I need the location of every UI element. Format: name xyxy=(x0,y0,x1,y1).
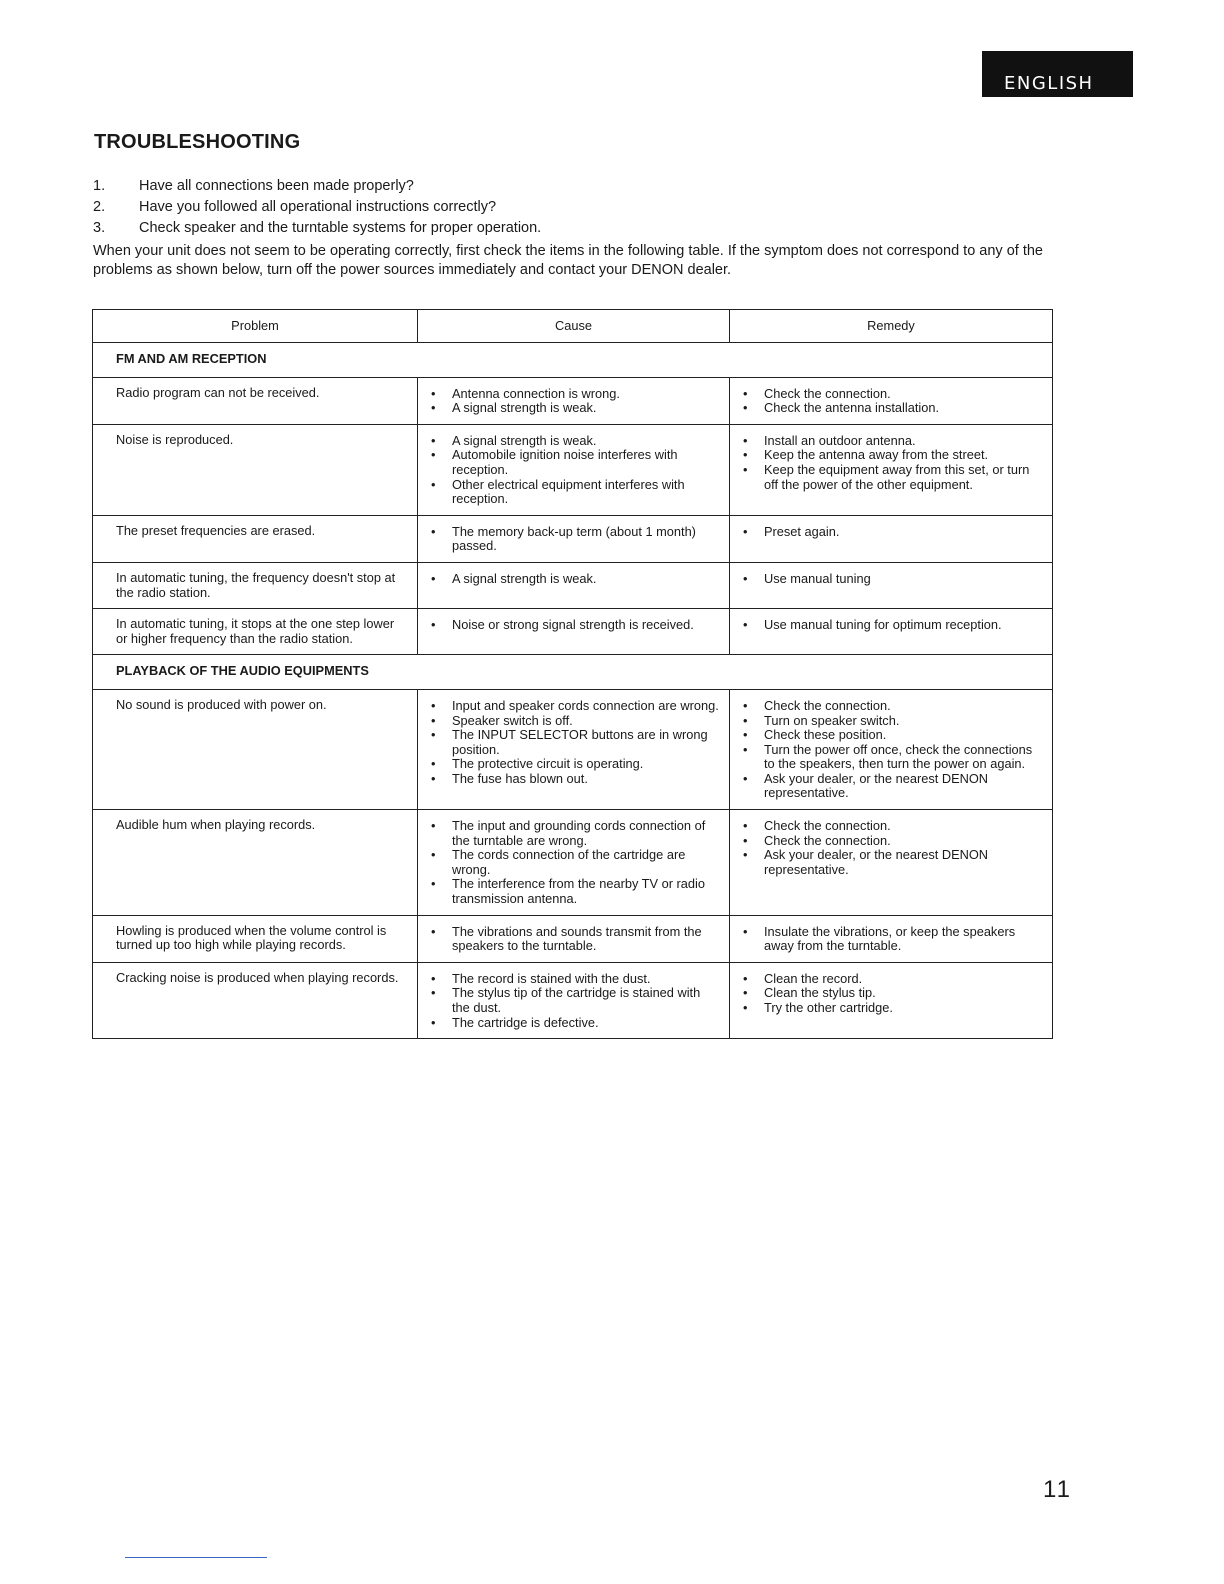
remedy-item: • Ask your dealer, or the nearest DENON representative. xyxy=(742,772,1042,801)
remedy-list xyxy=(742,972,1042,1016)
remedy-item: • Check the connection. xyxy=(742,699,1042,714)
remedy-list xyxy=(742,699,1042,801)
remedy-cell xyxy=(730,962,1053,1038)
problem-cell: In automatic tuning, the frequency doesn't stop at the radio station. xyxy=(93,562,418,608)
cause-item: • The record is stained with the dust. xyxy=(430,972,719,987)
remedy-item: • Try the other cartridge. xyxy=(742,1001,1042,1016)
remedy-list xyxy=(742,819,1042,877)
remedy-item: • Use manual tuning for optimum reception. xyxy=(742,618,1042,633)
remedy-list xyxy=(742,572,1042,587)
table-row xyxy=(93,810,1053,916)
problem-cell: Radio program can not be received. xyxy=(93,377,418,424)
cause-cell xyxy=(418,562,730,608)
cause-cell xyxy=(418,377,730,424)
remedy-cell xyxy=(730,915,1053,962)
cause-item: • Other electrical equipment interferes with reception. xyxy=(430,478,719,507)
remedy-item: • Keep the equipment away from this set, or turn off the power of the other equipment. xyxy=(742,463,1042,492)
cause-item: • The input and grounding cords connection of the turntable are wrong. xyxy=(430,819,719,848)
problem-cell: Howling is produced when the volume control is turned up too high while playing records. xyxy=(93,915,418,962)
cause-item: • The interference from the nearby TV or radio transmission antenna. xyxy=(430,877,719,906)
section-row xyxy=(93,343,1053,378)
cause-cell xyxy=(418,424,730,515)
remedy-cell xyxy=(730,515,1053,562)
cause-cell xyxy=(418,515,730,562)
cause-list xyxy=(430,972,719,1030)
remedy-item: • Check the connection. xyxy=(742,387,1042,402)
remedy-cell xyxy=(730,424,1053,515)
section-row xyxy=(93,655,1053,690)
cause-list xyxy=(430,434,719,507)
problem-cell: Noise is reproduced. xyxy=(93,424,418,515)
cause-list xyxy=(430,387,719,416)
remedy-list xyxy=(742,525,1042,540)
checklist-number: 1. xyxy=(93,178,106,194)
page-number: 11 xyxy=(1043,1476,1072,1503)
checklist-text: Have all connections been made properly? xyxy=(139,178,414,194)
remedy-item: • Check the antenna installation. xyxy=(742,401,1042,416)
problem-cell: Cracking noise is produced when playing records. xyxy=(93,962,418,1038)
cause-cell xyxy=(418,962,730,1038)
remedy-cell xyxy=(730,609,1053,655)
cause-list xyxy=(430,525,719,554)
remedy-cell xyxy=(730,810,1053,916)
table-row xyxy=(93,424,1053,515)
intro-paragraph: When your unit does not seem to be operating correctly, first check the items in the following table. If the symptom does not correspond to any of the problems as shown below, turn off the power sources immediately and contact your DENON dealer. xyxy=(93,243,1043,278)
problem-cell: No sound is produced with power on. xyxy=(93,689,418,809)
cause-item: • The INPUT SELECTOR buttons are in wrong position. xyxy=(430,728,719,757)
remedy-list xyxy=(742,925,1042,954)
remedy-item: • Ask your dealer, or the nearest DENON representative. xyxy=(742,848,1042,877)
cause-cell xyxy=(418,810,730,916)
table-row xyxy=(93,689,1053,809)
remedy-cell xyxy=(730,377,1053,424)
cause-item: • A signal strength is weak. xyxy=(430,572,719,587)
cause-item: • Noise or strong signal strength is received. xyxy=(430,618,719,633)
table-header-row xyxy=(93,310,1053,343)
section-title: PLAYBACK OF THE AUDIO EQUIPMENTS xyxy=(93,655,1053,690)
cause-list xyxy=(430,925,719,954)
cause-item: • The vibrations and sounds transmit from the speakers to the turntable. xyxy=(430,925,719,954)
cause-item: • The stylus tip of the cartridge is stained with the dust. xyxy=(430,986,719,1015)
header-remedy: Remedy xyxy=(730,310,1053,343)
remedy-item: • Use manual tuning xyxy=(742,572,1042,587)
checklist xyxy=(93,176,541,239)
checklist-number: 3. xyxy=(93,220,106,236)
table-row xyxy=(93,962,1053,1038)
cause-item: • The protective circuit is operating. xyxy=(430,757,719,772)
problem-cell: The preset frequencies are erased. xyxy=(93,515,418,562)
section-title: FM AND AM RECEPTION xyxy=(93,343,1053,378)
cause-item: • A signal strength is weak. xyxy=(430,401,719,416)
remedy-item: • Keep the antenna away from the street. xyxy=(742,448,1042,463)
checklist-item xyxy=(93,176,541,197)
checklist-number: 2. xyxy=(93,199,106,215)
remedy-list xyxy=(742,618,1042,633)
problem-cell: In automatic tuning, it stops at the one step lower or higher frequency than the radio station. xyxy=(93,609,418,655)
cause-list xyxy=(430,618,719,633)
troubleshooting-table xyxy=(92,309,1053,1039)
table-body xyxy=(93,343,1053,1039)
remedy-item: • Turn the power off once, check the connections to the speakers, then turn the power on again. xyxy=(742,743,1042,772)
table-row xyxy=(93,377,1053,424)
remedy-item: • Insulate the vibrations, or keep the speakers away from the turntable. xyxy=(742,925,1042,954)
remedy-list xyxy=(742,387,1042,416)
remedy-item: • Check the connection. xyxy=(742,819,1042,834)
remedy-item: • Clean the stylus tip. xyxy=(742,986,1042,1001)
checklist-text: Have you followed all operational instructions correctly? xyxy=(139,199,497,215)
cause-cell xyxy=(418,689,730,809)
language-tab: ENGLISH xyxy=(982,51,1133,97)
problem-cell: Audible hum when playing records. xyxy=(93,810,418,916)
remedy-list xyxy=(742,434,1042,492)
cause-list xyxy=(430,572,719,587)
header-cause: Cause xyxy=(418,310,730,343)
cause-list xyxy=(430,699,719,787)
remedy-item: • Check these position. xyxy=(742,728,1042,743)
cause-item: • The cords connection of the cartridge are wrong. xyxy=(430,848,719,877)
remedy-item: • Check the connection. xyxy=(742,834,1042,849)
table-row xyxy=(93,609,1053,655)
cause-cell xyxy=(418,915,730,962)
checklist-item xyxy=(93,218,541,239)
remedy-item: • Turn on speaker switch. xyxy=(742,714,1042,729)
scan-artifact-line xyxy=(125,1557,267,1558)
table-row xyxy=(93,515,1053,562)
cause-item: • Antenna connection is wrong. xyxy=(430,387,719,402)
remedy-item: • Clean the record. xyxy=(742,972,1042,987)
cause-item: • Input and speaker cords connection are wrong. xyxy=(430,699,719,714)
remedy-item: • Install an outdoor antenna. xyxy=(742,434,1042,449)
header-problem: Problem xyxy=(93,310,418,343)
table-row xyxy=(93,562,1053,608)
cause-item: • A signal strength is weak. xyxy=(430,434,719,449)
cause-item: • The cartridge is defective. xyxy=(430,1016,719,1031)
checklist-item xyxy=(93,197,541,218)
page-title: TROUBLESHOOTING xyxy=(94,131,301,153)
remedy-cell xyxy=(730,689,1053,809)
cause-item: • Speaker switch is off. xyxy=(430,714,719,729)
cause-item: • The memory back-up term (about 1 month) passed. xyxy=(430,525,719,554)
table-row xyxy=(93,915,1053,962)
cause-item: • The fuse has blown out. xyxy=(430,772,719,787)
cause-list xyxy=(430,819,719,907)
cause-cell xyxy=(418,609,730,655)
remedy-cell xyxy=(730,562,1053,608)
checklist-text: Check speaker and the turntable systems for proper operation. xyxy=(139,220,542,236)
remedy-item: • Preset again. xyxy=(742,525,1042,540)
cause-item: • Automobile ignition noise interferes with reception. xyxy=(430,448,719,477)
